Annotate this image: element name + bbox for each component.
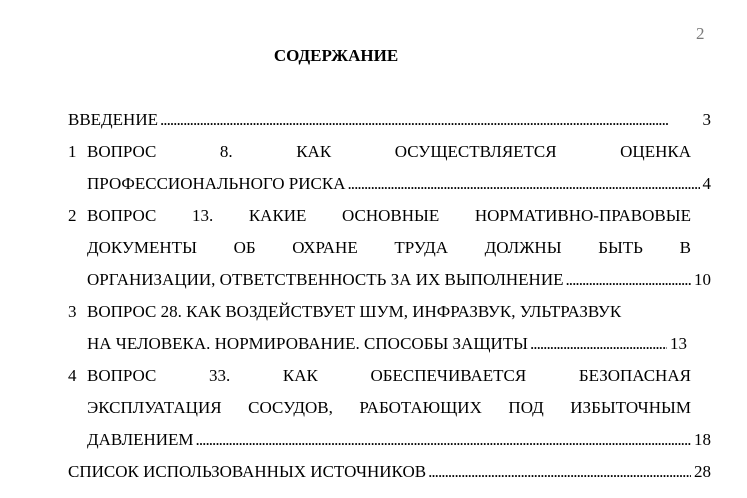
- toc-page-number: 3: [702, 110, 711, 129]
- toc-page-number: 4: [702, 174, 711, 193]
- word: ОСУЩЕСТВЛЯЕТСЯ: [394, 142, 557, 161]
- toc-entry-text: ДАВЛЕНИЕМ: [87, 430, 194, 449]
- word: ОБЕСПЕЧИВАЕТСЯ: [370, 366, 527, 385]
- word: ОЦЕНКА: [620, 142, 691, 161]
- word: ОБ: [233, 238, 256, 257]
- toc-entry-intro[interactable]: [68, 109, 711, 131]
- toc-entry-text: ВОПРОС 28. КАК ВОЗДЕЙСТВУЕТ ШУМ, ИНФРАЗВУК, УЛЬТРАЗВУК: [87, 302, 622, 321]
- toc-entry-line: [87, 141, 691, 163]
- toc-page-number: 28: [694, 462, 711, 481]
- toc-page-number: 10: [694, 270, 711, 289]
- word: КАКИЕ: [248, 206, 307, 225]
- word: ИЗБЫТОЧНЫМ: [570, 398, 691, 417]
- toc-entry-number: 1: [68, 142, 77, 161]
- word: ДОКУМЕНТЫ: [87, 238, 197, 257]
- word: ПОД: [508, 398, 544, 417]
- toc-entry-number: 3: [68, 302, 77, 321]
- page-title: СОДЕРЖАНИЕ: [273, 46, 399, 65]
- toc-entry-line: [87, 173, 711, 195]
- word: СОСУДОВ,: [248, 398, 333, 417]
- word: ВОПРОС: [87, 142, 157, 161]
- dot-leader: [530, 333, 667, 355]
- toc-entry-text: СПИСОК ИСПОЛЬЗОВАННЫХ ИСТОЧНИКОВ: [68, 462, 427, 481]
- toc-entry-line: [87, 269, 711, 291]
- word: ЭКСПЛУАТАЦИЯ: [87, 398, 222, 417]
- page-number: 2: [696, 24, 705, 43]
- toc-entry-line: [87, 333, 687, 355]
- dot-leader: [566, 269, 692, 291]
- word: ТРУДА: [394, 238, 448, 257]
- word: В: [679, 238, 691, 257]
- word: НОРМАТИВНО-ПРАВОВЫЕ: [474, 206, 691, 225]
- toc-entry-line: [87, 365, 691, 387]
- dot-leader: [196, 429, 691, 451]
- toc-entry-text: ВВЕДЕНИЕ: [68, 110, 158, 129]
- word: ВОПРОС: [87, 206, 157, 225]
- toc-entry-text: НА ЧЕЛОВЕКА. НОРМИРОВАНИЕ. СПОСОБЫ ЗАЩИТЫ: [87, 334, 528, 353]
- word: ВОПРОС: [87, 366, 157, 385]
- word: КАК: [282, 366, 318, 385]
- dot-leader: [428, 461, 691, 483]
- toc-entry-number: 4: [68, 366, 77, 385]
- dot-leader: [160, 109, 700, 131]
- toc-entry-number: 2: [68, 206, 77, 225]
- toc-entry-line: [87, 205, 691, 227]
- word: 8.: [219, 142, 233, 161]
- word: ОСНОВНЫЕ: [342, 206, 440, 225]
- toc-entry-text: ПРОФЕССИОНАЛЬНОГО РИСКА: [87, 174, 346, 193]
- toc-entry-line: [87, 237, 691, 259]
- word: РАБОТАЮЩИХ: [359, 398, 482, 417]
- word: БЫТЬ: [598, 238, 643, 257]
- toc-entry-references[interactable]: [68, 461, 711, 483]
- word: БЕЗОПАСНАЯ: [578, 366, 691, 385]
- toc-entry-line: [87, 397, 691, 419]
- word: ОХРАНЕ: [292, 238, 358, 257]
- dot-leader: [348, 173, 700, 195]
- toc-entry-line: [87, 429, 711, 451]
- word: ДОЛЖНЫ: [484, 238, 562, 257]
- toc-page-number: 13: [670, 334, 687, 353]
- word: 33.: [209, 366, 231, 385]
- toc-page-number: 18: [694, 430, 711, 449]
- word: 13.: [191, 206, 214, 225]
- toc-entry-text: ОРГАНИЗАЦИИ, ОТВЕТСТВЕННОСТЬ ЗА ИХ ВЫПОЛНЕНИЕ: [87, 270, 564, 289]
- word: КАК: [296, 142, 332, 161]
